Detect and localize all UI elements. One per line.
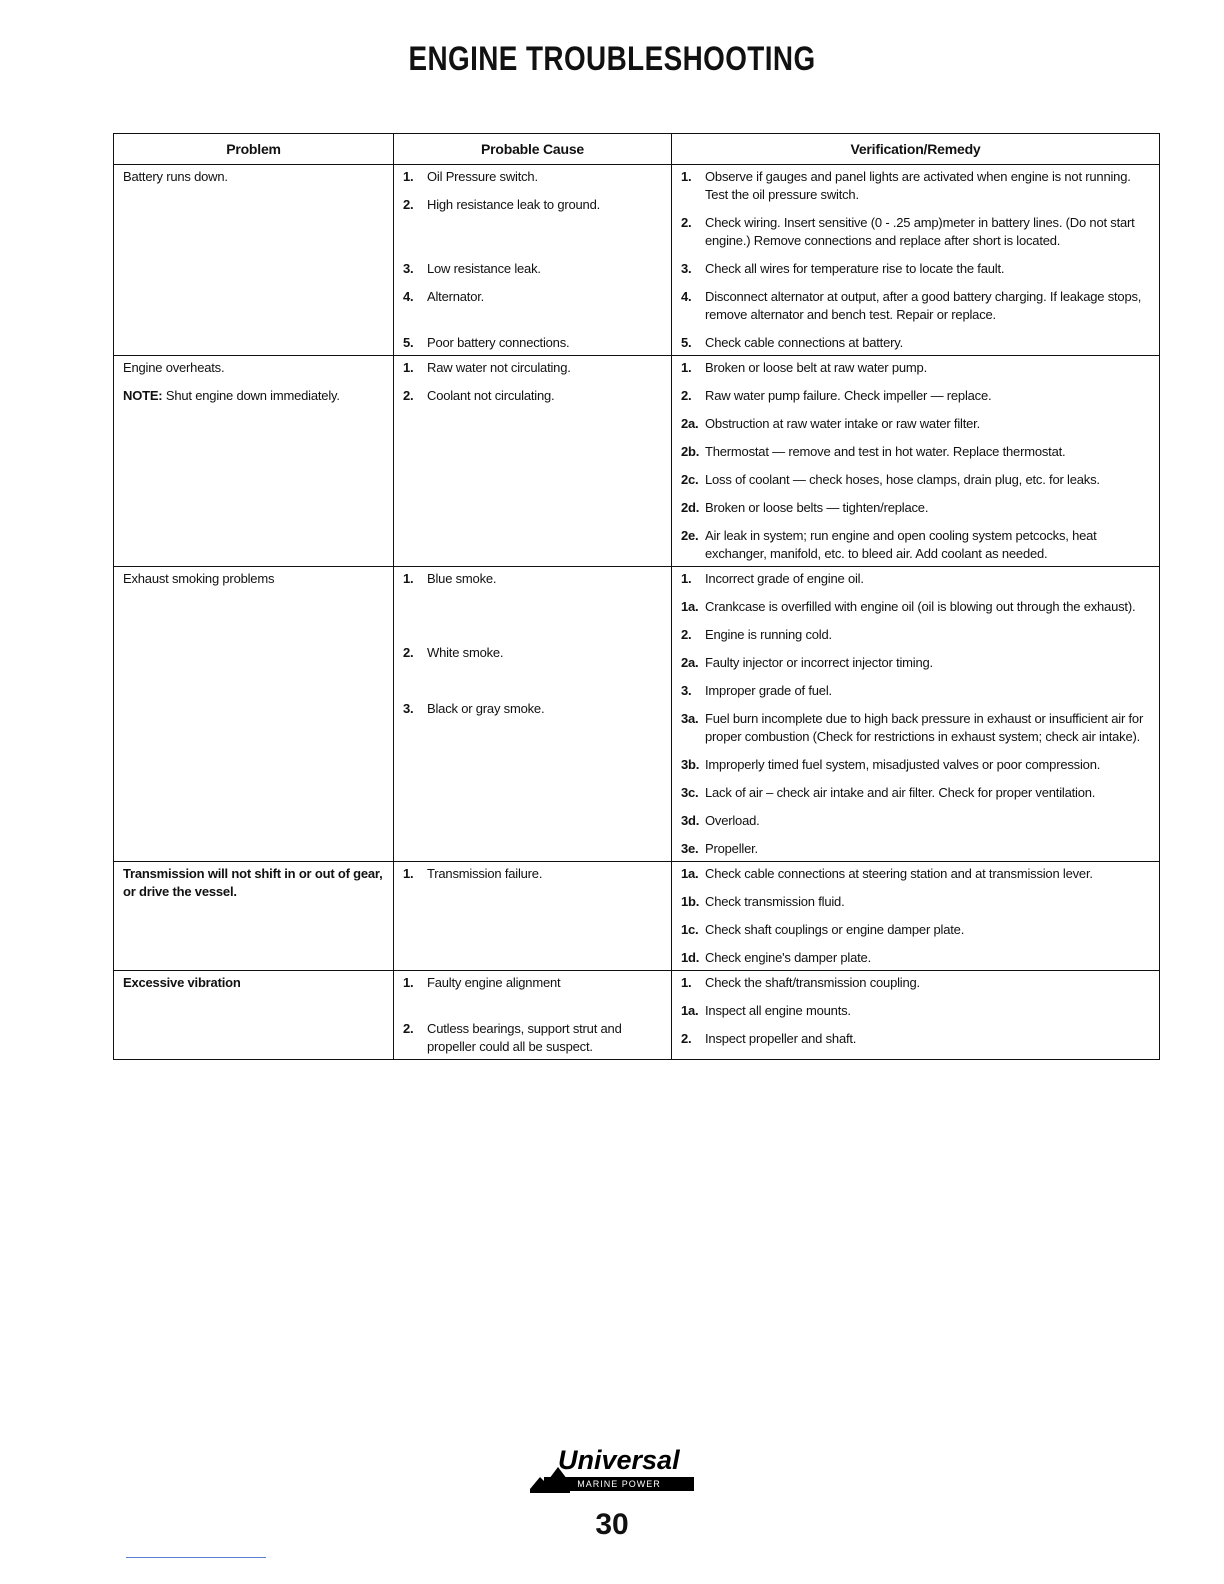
problem-text: Engine overheats.: [123, 360, 225, 375]
cause-cell: [394, 971, 672, 1060]
footer-rule: [126, 1557, 266, 1558]
cause-item: 2. High resistance leak to ground.: [403, 197, 601, 212]
remedy-item: 3d. Overload.: [681, 813, 760, 828]
cause-item: 2. Coolant not circulating.: [403, 388, 555, 403]
logo-brand: Universal: [558, 1445, 680, 1475]
remedy-item: 2c. Loss of coolant — check hoses, hose clamps, drain plug, etc. for leaks.: [681, 472, 1100, 487]
problem-cell: [114, 165, 394, 356]
remedy-item: 4. Disconnect alternator at output, after a good battery charging. If leakage stops, remove alternator and bench test. Repair or replace.: [681, 289, 1142, 322]
table-header-row: [114, 134, 1160, 165]
table-row: [114, 356, 1160, 567]
problem-text: Transmission will not shift in or out of gear, or drive the vessel.: [123, 866, 383, 899]
problem-cell: [114, 862, 394, 971]
universal-logo: [530, 1445, 700, 1495]
cause-item: 5. Poor battery connections.: [403, 335, 570, 350]
cause-cell: [394, 862, 672, 971]
cause-cell: [394, 567, 672, 862]
remedy-item: 1a. Crankcase is overfilled with engine oil (oil is blowing out through the exhaust).: [681, 599, 1136, 614]
remedy-item: 3e. Propeller.: [681, 841, 758, 856]
cause-item: 4. Alternator.: [403, 289, 485, 304]
remedy-item: 3. Check all wires for temperature rise to locate the fault.: [681, 261, 1005, 276]
problem-text: Battery runs down.: [123, 169, 228, 184]
remedy-item: 2. Raw water pump failure. Check impeller — replace.: [681, 388, 992, 403]
cause-item: 1. Transmission failure.: [403, 866, 543, 881]
remedy-item: 1. Check the shaft/transmission coupling.: [681, 975, 920, 990]
remedy-item: 2a. Faulty injector or incorrect injector timing.: [681, 655, 933, 670]
table-row: [114, 862, 1160, 971]
problem-text: Excessive vibration: [123, 975, 241, 990]
table-row: [114, 165, 1160, 356]
remedy-item: 2e. Air leak in system; run engine and open cooling system petcocks, heat exchanger, manifold, etc. to bleed air. Add coolant as needed.: [681, 528, 1097, 561]
cause-cell: [394, 165, 672, 356]
cause-item: 3. Black or gray smoke.: [403, 701, 545, 716]
cause-item: 2. White smoke.: [403, 645, 504, 660]
problem-cell: [114, 567, 394, 862]
cause-item: 1. Oil Pressure switch.: [403, 169, 538, 184]
remedy-item: 1c. Check shaft couplings or engine damper plate.: [681, 922, 965, 937]
troubleshooting-table: [113, 133, 1160, 1060]
remedy-item: 1. Observe if gauges and panel lights are activated when engine is not running. Test the oil pressure switch.: [681, 169, 1131, 202]
remedy-item: 3b. Improperly timed fuel system, misadjusted valves or poor compression.: [681, 757, 1101, 772]
remedy-item: 1a. Inspect all engine mounts.: [681, 1003, 851, 1018]
remedy-item: 2. Check wiring. Insert sensitive (0 - .25 amp)meter in battery lines. (Do not start engine.) Remove connections and replace after short is located.: [681, 215, 1135, 248]
remedy-item: 2b. Thermostat — remove and test in hot water. Replace thermostat.: [681, 444, 1066, 459]
remedy-item: 2a. Obstruction at raw water intake or raw water filter.: [681, 416, 980, 431]
remedy-item: 1b. Check transmission fluid.: [681, 894, 845, 909]
remedy-cell: [672, 862, 1160, 971]
problem-cell: [114, 971, 394, 1060]
cause-item: 1. Raw water not circulating.: [403, 360, 571, 375]
header-problem: Problem: [114, 134, 394, 165]
page-number: 30: [595, 1508, 629, 1541]
remedy-item: 3a. Fuel burn incomplete due to high back pressure in exhaust or insufficient air for proper combustion (Check for restrictions in exhaust system; check air intake).: [681, 711, 1144, 744]
cause-item: 1. Faulty engine alignment: [403, 975, 561, 990]
cause-item: 2. Cutless bearings, support strut and propeller could all be suspect.: [403, 1021, 622, 1054]
logo-tagline: MARINE POWER: [544, 1477, 694, 1491]
cause-cell: [394, 356, 672, 567]
problem-cell: [114, 356, 394, 567]
page-title: ENGINE TROUBLESHOOTING: [408, 40, 816, 78]
remedy-cell: [672, 567, 1160, 862]
problem-text: Exhaust smoking problems: [123, 571, 275, 586]
note-text: Shut engine down immediately.: [165, 388, 340, 403]
remedy-item: 2. Inspect propeller and shaft.: [681, 1031, 857, 1046]
remedy-item: 5. Check cable connections at battery.: [681, 335, 903, 350]
table-row: [114, 971, 1160, 1060]
table-row: [114, 567, 1160, 862]
remedy-item: 1. Broken or loose belt at raw water pump.: [681, 360, 927, 375]
remedy-item: 3. Improper grade of fuel.: [681, 683, 832, 698]
remedy-item: 3c. Lack of air – check air intake and air filter. Check for proper ventilation.: [681, 785, 1096, 800]
header-verification-remedy: Verification/Remedy: [672, 134, 1160, 165]
remedy-cell: [672, 165, 1160, 356]
note-label: NOTE:: [123, 388, 163, 403]
header-probable-cause: Probable Cause: [394, 134, 672, 165]
remedy-item: 2d. Broken or loose belts — tighten/replace.: [681, 500, 929, 515]
remedy-item: 2. Engine is running cold.: [681, 627, 832, 642]
remedy-cell: [672, 356, 1160, 567]
problem-note: [123, 387, 387, 405]
remedy-item: 1. Incorrect grade of engine oil.: [681, 571, 864, 586]
cause-item: 3. Low resistance leak.: [403, 261, 541, 276]
remedy-cell: [672, 971, 1160, 1060]
remedy-item: 1a. Check cable connections at steering station and at transmission lever.: [681, 866, 1093, 881]
cause-item: 1. Blue smoke.: [403, 571, 497, 586]
remedy-item: 1d. Check engine's damper plate.: [681, 950, 871, 965]
